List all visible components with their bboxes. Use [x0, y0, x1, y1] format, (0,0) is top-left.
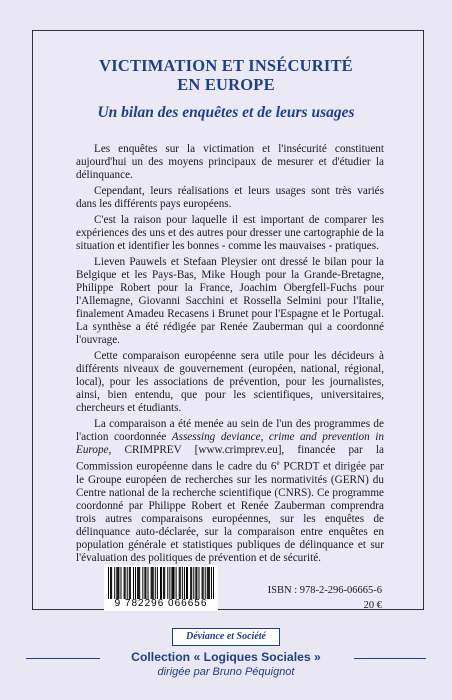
barcode-bar — [179, 567, 180, 599]
barcode-bar — [120, 567, 121, 599]
barcode-bar — [213, 567, 214, 599]
barcode-bar — [127, 567, 128, 599]
barcode-bar — [161, 567, 162, 599]
barcode-bar — [209, 567, 210, 599]
barcode-bar — [163, 567, 164, 599]
paragraph-text: , CRIMPREV [www.crimprev.eu], financée par la Commission européenne dans le cadre du 6 — [76, 444, 384, 473]
barcode-bar — [205, 567, 206, 599]
barcode-bar — [111, 567, 112, 599]
barcode-bar — [145, 567, 146, 599]
barcode — [104, 565, 218, 611]
barcode-bar — [108, 567, 109, 599]
barcode-bar — [130, 567, 131, 599]
barcode-bar — [152, 567, 153, 599]
barcode-bar — [137, 567, 138, 599]
barcode-bars — [108, 567, 214, 599]
barcode-bar — [139, 567, 140, 599]
barcode-bar — [148, 567, 149, 599]
barcode-bar — [172, 567, 173, 599]
paragraph: Les enquêtes sur la victimation et l'insécurité constituent aujourd'hui un des moyens principaux de mesurer et d'étudier la délinquance. — [76, 143, 384, 181]
barcode-bar — [203, 567, 204, 599]
paragraph: Cette comparaison européenne sera utile pour les décideurs à différents niveaux de gouvernement (européen, national, régional, local), pour les associations de prévention, pour les journalistes, ainsi, bien entendu, que pour les scientifiques, universitaires, chercheurs et étudiants. — [76, 350, 384, 414]
paragraph-text: La comparaison a été menée au sein de l'un des programmes de l'action coordonnée — [76, 418, 384, 443]
barcode-bar — [187, 567, 188, 599]
barcode-bar — [142, 567, 143, 599]
barcode-bar — [110, 567, 111, 599]
barcode-bar — [164, 567, 165, 599]
barcode-bar — [182, 567, 183, 599]
barcode-bar — [157, 567, 158, 599]
price: 20 € — [363, 600, 382, 611]
barcode-bar — [171, 567, 172, 599]
divider-right — [354, 658, 426, 659]
barcode-bar — [186, 567, 187, 599]
barcode-bar — [180, 567, 181, 599]
barcode-bar — [167, 567, 168, 599]
title-line-2: EN EUROPE — [177, 75, 275, 94]
barcode-bar — [174, 567, 175, 599]
paragraph: Lieven Pauwels et Stefaan Pleysier ont dressé le bilan pour la Belgique et les Pays-Bas, Mike Hough pour la Grande-Bretagne, Philippe Robert pour la France, Joachim Obergfell-Fuchs pour l'Allemagne, Giovanni Sacchini et Rossella Selmini pour l'Italie, finalement Amadeu Recasens i Brunet pour l'Espagne et le Portugal. La synthèse a été rédigée par Renée Zauberman qui a coordonné l'ouvrage. — [76, 256, 384, 346]
ordinal-suffix: e — [276, 459, 280, 467]
barcode-bar — [117, 567, 118, 599]
barcode-bar — [138, 567, 139, 599]
blurb-text — [76, 143, 384, 568]
book-subtitle: Un bilan des enquêtes et de leurs usages — [97, 104, 355, 121]
barcode-bar — [208, 567, 209, 599]
barcode-bar — [116, 567, 117, 599]
barcode-bar — [129, 567, 130, 599]
barcode-bar — [191, 567, 192, 599]
collection-director: dirigée par Bruno Péquignot — [157, 666, 295, 678]
paragraph: Cependant, leurs réalisations et leurs usages sont très variés dans les différents pays européens. — [76, 185, 384, 210]
barcode-bar — [118, 567, 119, 599]
barcode-bar — [114, 567, 115, 599]
barcode-bar — [169, 567, 170, 599]
paragraph-text: PCRDT et dirigée par le Groupe européen de recherches sur les normativités (GERN) du Centre national de la recherche scientifique (CNRS). Ce programme coordonné par Philippe Robert et Renée Zauberman comprendra trois autres comparaisons européennes, sur les enquêtes de délinquance auto-déclarée, sur la comparaison entre enquêtes en population générale et statistiques publiques de délinquance et sur l'évaluation des politiques de prévention et de sécurité. — [76, 460, 384, 564]
barcode-bar — [153, 567, 154, 599]
barcode-bar — [176, 567, 177, 599]
barcode-bar — [155, 567, 156, 599]
book-title — [0, 56, 452, 94]
collection-name: Collection « Logiques Sociales » — [131, 650, 321, 664]
barcode-bar — [184, 567, 185, 599]
isbn: ISBN : 978-2-296-06665-6 — [267, 585, 382, 596]
barcode-bar — [207, 567, 208, 599]
program-title: Assessing deviance, crime and prevention in Europe — [76, 431, 384, 456]
barcode-bar — [125, 567, 126, 599]
barcode-number: 9 782296 066656 — [114, 598, 208, 609]
barcode-bar — [190, 567, 191, 599]
barcode-bar — [151, 567, 152, 599]
barcode-bar — [198, 567, 199, 599]
barcode-bar — [202, 567, 203, 599]
paragraph: C'est la raison pour laquelle il est important de comparer les expériences des uns et des autres pour dresser une cartographie de la situation et identifier les bonnes - comme les mauvaises - pratiques. — [76, 214, 384, 252]
barcode-bar — [124, 567, 125, 599]
series-tag: Déviance et Société — [172, 628, 280, 646]
barcode-bar — [160, 567, 161, 599]
barcode-bar — [135, 567, 136, 599]
paragraph — [76, 418, 384, 565]
barcode-bar — [133, 567, 134, 599]
divider-left — [26, 658, 100, 659]
barcode-bar — [144, 567, 145, 599]
barcode-bar — [196, 567, 197, 599]
barcode-bar — [195, 567, 196, 599]
title-line-1: VICTIMATION ET INSÉCURITÉ — [99, 56, 353, 75]
barcode-bar — [211, 567, 212, 599]
barcode-bar — [193, 567, 194, 599]
